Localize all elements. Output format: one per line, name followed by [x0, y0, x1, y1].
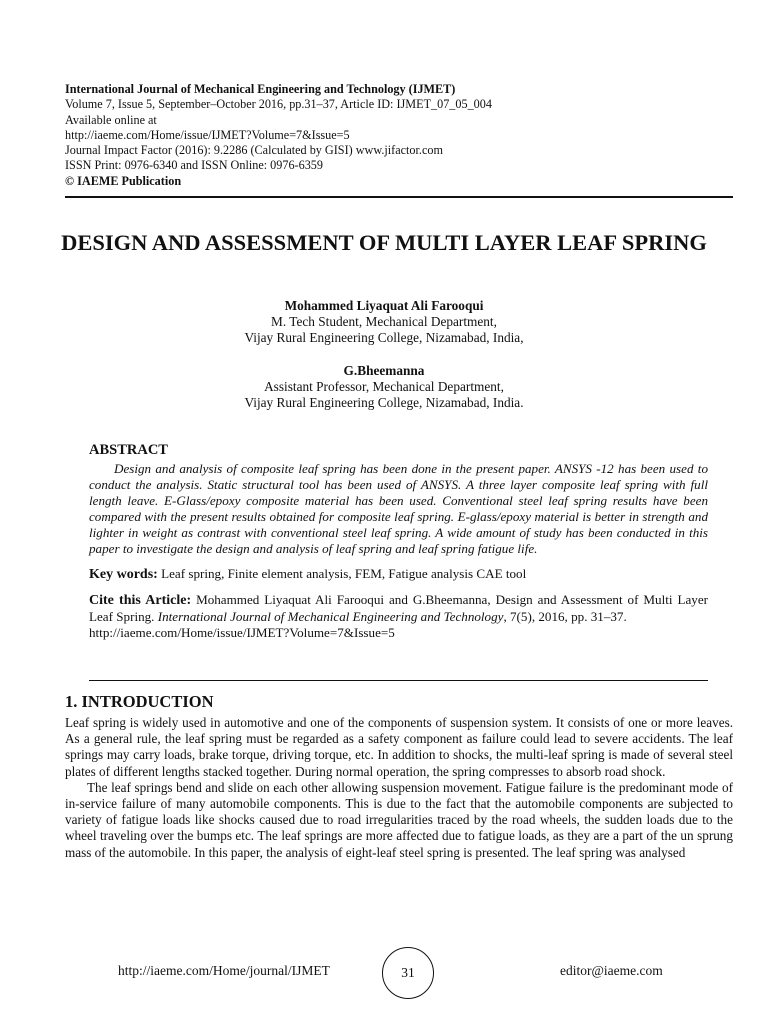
author-affiliation: Vijay Rural Engineering College, Nizamabad, India. [244, 395, 524, 411]
author-1 [60, 298, 708, 347]
cite-details: , 7(5), 2016, pp. 31–37. [503, 609, 627, 624]
cite-journal: International Journal of Mechanical Engineering and Technology [157, 609, 504, 624]
abstract-heading: ABSTRACT [89, 442, 168, 458]
journal-volume: Volume 7, Issue 5, September–October 2016, pp.31–37, Article ID: IJMET_07_05_004 [65, 97, 492, 112]
author-name: G.Bheemanna [343, 362, 425, 378]
page-number: 31 [382, 947, 434, 999]
author-affiliation: Vijay Rural Engineering College, Nizamabad, India, [244, 330, 524, 346]
author-affiliation: Assistant Professor, Mechanical Department, [264, 378, 504, 394]
author-2 [60, 363, 708, 412]
journal-header [65, 82, 705, 189]
abstract-divider [89, 680, 708, 681]
keywords-label: Key words: [89, 567, 158, 582]
keywords [89, 566, 708, 583]
paragraph: The leaf springs bend and slide on each other allowing suspension movement. Fatigue failure is the predominant mode of in-service failure of many automobile components. This is due to the fact that the automobile components are subjected to variety of fatigue loads like shocks caused due to road irregularities traced by the road wheels, the sudden loads due to the wheel traveling over the bumps etc. The leaf springs are more affected due to fatigue loads, as they are a part of the un sprung mass of the automobile. In this paper, the analysis of eight-leaf steel spring is presented. The leaf spring was analysed [65, 779, 733, 860]
cite-url[interactable]: http://iaeme.com/Home/issue/IJMET?Volume=7&Issue=5 [89, 625, 395, 640]
authors [60, 298, 708, 427]
footer-email[interactable]: editor@iaeme.com [560, 963, 663, 978]
section-heading-introduction: 1. INTRODUCTION [65, 692, 214, 711]
header-divider [65, 196, 733, 198]
abstract-body: Design and analysis of composite leaf spring has been done in the present paper. ANSYS -12 has been used to conduct the analysis. Static structural tool has been used of ANSYS. A three layer composite leaf spring with full length leave. E-Glass/epoxy composite material has been used. Conventional steel leaf spring results have been compared with the present results obtained for composite leaf spring. E-glass/epoxy material is better in strength and lighter in weight as contrast with conventional steel leaf spring. A wide amount of study has been conducted in this paper to investigate the design and analysis of leaf spring and leaf spring fatigue life. [89, 461, 708, 556]
introduction-body [65, 715, 733, 861]
cite-text: Mohammed Liyaquat Ali Farooqui and G.Bheemanna, Design and Assessment of Multi Layer Leaf Spring. [89, 592, 708, 624]
author-affiliation: M. Tech Student, Mechanical Department, [271, 314, 497, 330]
citation [89, 592, 708, 641]
paper-title: DESIGN AND ASSESSMENT OF MULTI LAYER LEAF SPRING [61, 230, 707, 255]
author-name: Mohammed Liyaquat Ali Farooqui [284, 298, 484, 313]
paragraph: Leaf spring is widely used in automotive and one of the components of suspension system. It consists of one or more leaves. As a general rule, the leaf spring must be regarded as a safety component as failure could lead to severe accidents. The leaf springs may carry loads, brake torque, driving torque, etc. In addition to shocks, the multi-leaf spring is made of several steel plates of different lengths stacked together. During normal operation, the spring compresses to absorb road shock. [65, 715, 733, 779]
page-footer [0, 945, 768, 1005]
abstract-section [89, 442, 708, 641]
available-online: Available online at [65, 112, 157, 127]
issn: ISSN Print: 0976-6340 and ISSN Online: 0976-6359 [65, 158, 323, 173]
keywords-text: Leaf spring, Finite element analysis, FEM, Fatigue analysis CAE tool [161, 566, 527, 581]
journal-name: International Journal of Mechanical Engineering and Technology (IJMET) [65, 82, 456, 96]
footer-url[interactable]: http://iaeme.com/Home/journal/IJMET [118, 963, 330, 978]
cite-label: Cite this Article: [89, 593, 192, 608]
publisher: © IAEME Publication [65, 173, 182, 188]
impact-factor: Journal Impact Factor (2016): 9.2286 (Calculated by GISI) www.jifactor.com [65, 143, 443, 158]
issue-url[interactable]: http://iaeme.com/Home/issue/IJMET?Volume=7&Issue=5 [65, 127, 350, 142]
